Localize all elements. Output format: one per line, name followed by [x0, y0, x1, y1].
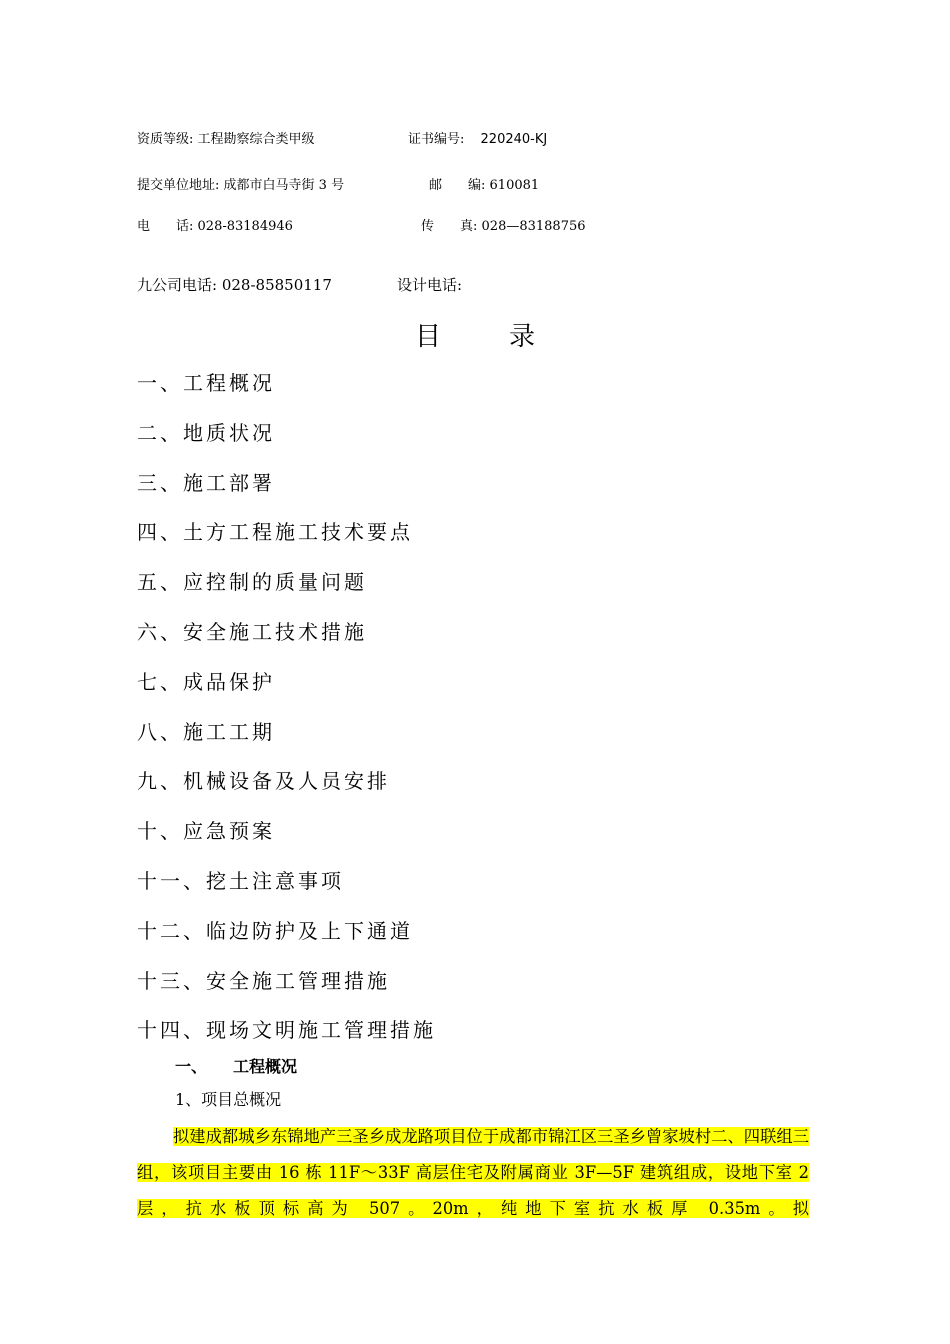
- zip-group: [429, 174, 539, 193]
- qualification-row: [137, 128, 548, 147]
- toc-item: 三、施工部署: [137, 470, 275, 495]
- section-number: 一、: [175, 1057, 208, 1076]
- tel-label: 电 话:: [137, 219, 194, 234]
- toc-item: 五、应控制的质量问题: [137, 570, 367, 595]
- design-phone-label: 设计电话:: [397, 276, 463, 294]
- address-value: 成都市白马寺街 3 号: [223, 178, 345, 193]
- certificate-value: 220240-KJ: [480, 132, 548, 147]
- sub-heading: 1、项目总概况: [175, 1090, 282, 1109]
- toc-item: 六、安全施工技术措施: [137, 619, 367, 644]
- qualification-value: 工程勘察综合类甲级: [197, 132, 315, 147]
- tel-value: 028-83184946: [197, 219, 293, 234]
- toc-item: 八、施工工期: [137, 719, 275, 744]
- fax-value: 028—83188756: [481, 219, 586, 234]
- toc-item: 一、工程概况: [137, 371, 275, 395]
- address-label: 提交单位地址:: [137, 178, 220, 193]
- toc-item: 七、成品保护: [137, 669, 275, 694]
- certificate-group: [408, 128, 547, 147]
- section-title: 工程概况: [233, 1057, 298, 1076]
- qualification-label: 资质等级:: [137, 132, 194, 147]
- toc-item: 十一、挖土注意事项: [137, 868, 344, 893]
- fax-label: 传 真:: [421, 219, 478, 234]
- toc-item: 十三、安全施工管理措施: [137, 968, 390, 993]
- toc-item: 九、机械设备及人员安排: [137, 769, 390, 794]
- address-row: [137, 174, 540, 193]
- body-paragraph: [137, 1119, 809, 1227]
- company-phone-value: 028-85850117: [221, 276, 332, 294]
- toc-item: 十、应急预案: [137, 819, 275, 844]
- toc-title: 目录: [414, 322, 603, 352]
- zip-value: 610081: [489, 178, 540, 193]
- zip-label: 邮 编:: [429, 178, 486, 193]
- phones-row: [137, 274, 463, 295]
- contact-row: [137, 215, 586, 234]
- certificate-label: 证书编号:: [408, 132, 465, 147]
- toc-item: 十四、现场文明施工管理措施: [137, 1018, 436, 1043]
- highlighted-text: 拟建成都城乡东锦地产三圣乡成龙路项目位于成都市锦江区三圣乡曾家坡村二、四联组三组，该项目主要由 16 栋 11F～33F 高层住宅及附属商业 3F—5F 建筑组成，设地下室 2 层，抗水板顶标高为 507。20m，纯地下室抗水板厚 0.35m。拟: [137, 1127, 809, 1218]
- toc-list: [137, 368, 436, 1065]
- toc-item: 十二、临边防护及上下通道: [137, 918, 413, 943]
- section-heading: [175, 1054, 297, 1077]
- fax-group: [421, 215, 586, 234]
- toc-item: 二、地质状况: [137, 420, 275, 445]
- company-phone-label: 九公司电话:: [137, 276, 218, 294]
- toc-item: 四、土方工程施工技术要点: [137, 520, 413, 545]
